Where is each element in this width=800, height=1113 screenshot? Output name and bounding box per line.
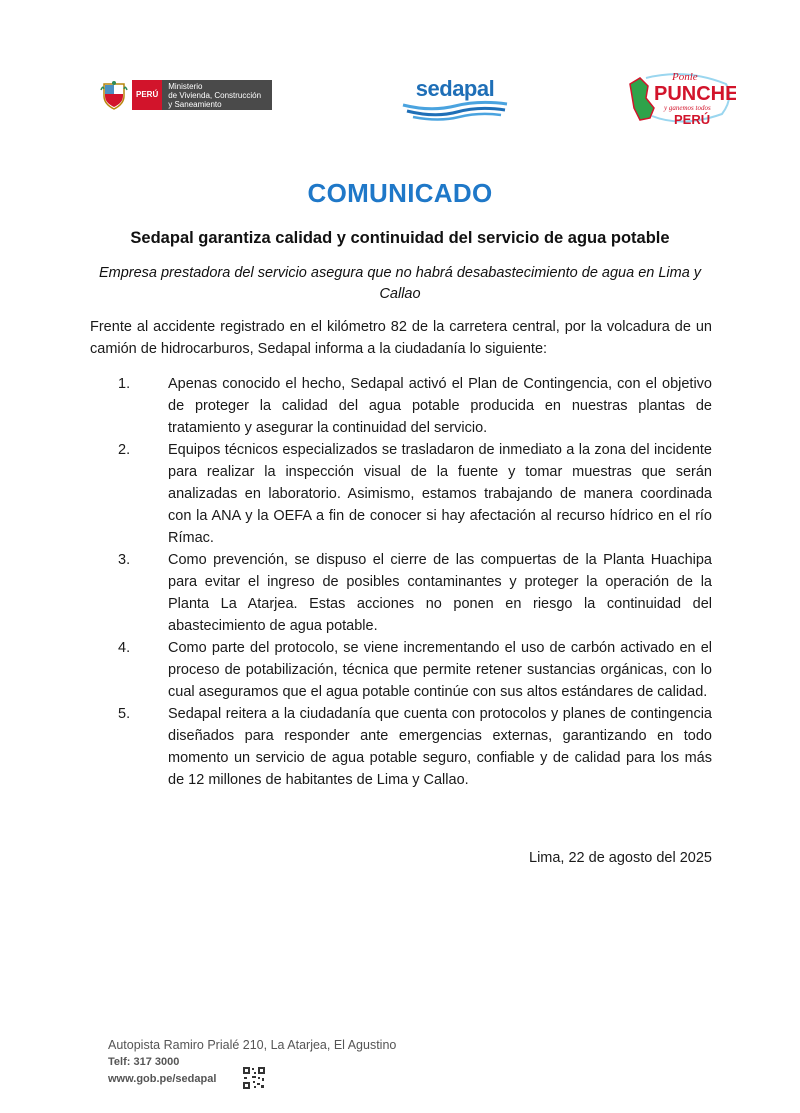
footer-phone: Telf: 317 3000 bbox=[108, 1056, 180, 1068]
punche-line-3: y ganemos todos bbox=[664, 104, 711, 112]
sedapal-wordmark: sedapal bbox=[415, 76, 495, 101]
ministry-logo bbox=[100, 80, 272, 110]
list-item-number: 5. bbox=[118, 706, 131, 722]
document-subtitle: Sedapal garantiza calidad y continuidad del servicio de agua potable bbox=[130, 229, 670, 247]
punche-line-4: PERÚ bbox=[674, 112, 711, 127]
ministry-line: y Saneamiento bbox=[168, 100, 222, 109]
list-item-text: Apenas conocido el hecho, Sedapal activó el Plan de Contingencia, con el objetivo de proteger la calidad del agua potable producida en nuestras plantas de tratamiento y asegurar la continuidad del servicio. bbox=[168, 376, 712, 436]
list-item-number: 2. bbox=[118, 442, 131, 458]
list-item-text: Como prevención, se dispuso el cierre de las compuertas de la Planta Huachipa para evitar el ingreso de posibles contaminantes y proteger la operación de la Planta La Atarjea. Estas acciones no ponen en riesgo la continuidad del abastecimiento de agua potable. bbox=[168, 552, 712, 634]
ministry-name bbox=[162, 80, 272, 110]
list-item-number: 4. bbox=[118, 640, 131, 656]
ministry-line: de Vivienda, Construcción bbox=[168, 91, 262, 100]
list-item-number: 3. bbox=[118, 552, 131, 568]
list-item-number: 1. bbox=[118, 376, 131, 392]
footer-url: www.gob.pe/sedapal bbox=[108, 1073, 217, 1085]
numbered-list bbox=[90, 373, 712, 791]
footer-address: Autopista Ramiro Prialé 210, La Atarjea, El Agustino bbox=[108, 1038, 397, 1052]
peru-label: PERÚ bbox=[132, 80, 162, 110]
punche-emblem-icon bbox=[624, 66, 736, 132]
sedapal-logo bbox=[399, 76, 511, 124]
list-item-text: Equipos técnicos especializados se trasladaron de inmediato a la zona del incidente para realizar la inspección visual de la fuente y tomar muestras que serán analizadas en laboratorio. Asimismo, estamos trabajando de manera coordinada con la ANA y la OEFA a fin de conocer si hay afectación al recurso hídrico en el río Rímac. bbox=[168, 442, 712, 546]
list-item bbox=[90, 549, 712, 637]
list-item bbox=[90, 703, 712, 791]
list-item-text: Como parte del protocolo, se viene incrementando el uso de carbón activado en el proceso de potabilización, técnica que permite retener sustancias orgánicas, con lo cual aseguramos que el agua potable continúe con sus altos estándares de calidad. bbox=[168, 640, 712, 700]
punche-line-2: PUNCHE bbox=[654, 83, 736, 105]
ministry-line: Ministerio bbox=[168, 82, 203, 91]
coat-of-arms-icon bbox=[100, 80, 128, 110]
qr-code-icon bbox=[242, 1066, 266, 1090]
water-waves-icon bbox=[401, 100, 509, 122]
list-item bbox=[90, 637, 712, 703]
ponle-punche-logo bbox=[624, 66, 736, 132]
list-item-text: Sedapal reitera a la ciudadanía que cuenta con protocolos y planes de contingencia diseñados para responder ante emergencias externas, garantizando en todo momento un servicio de agua potable seguro, confiable y de calidad para los más de 12 millones de habitantes de Lima y Callao. bbox=[168, 706, 712, 788]
letterhead bbox=[0, 66, 800, 136]
document-date: Lima, 22 de agosto del 2025 bbox=[529, 850, 712, 866]
list-item bbox=[90, 439, 712, 549]
document-title: COMUNICADO bbox=[307, 178, 493, 208]
punche-line-1: Ponle bbox=[672, 71, 698, 83]
intro-paragraph: Frente al accidente registrado en el kilómetro 82 de la carretera central, por la volcadura de un camión de hidrocarburos, Sedapal informa a la ciudadanía lo siguiente: bbox=[90, 319, 712, 357]
document-lead: Empresa prestadora del servicio asegura que no habrá desabastecimiento de agua en Lima y Callao bbox=[98, 265, 702, 302]
list-item bbox=[90, 373, 712, 439]
